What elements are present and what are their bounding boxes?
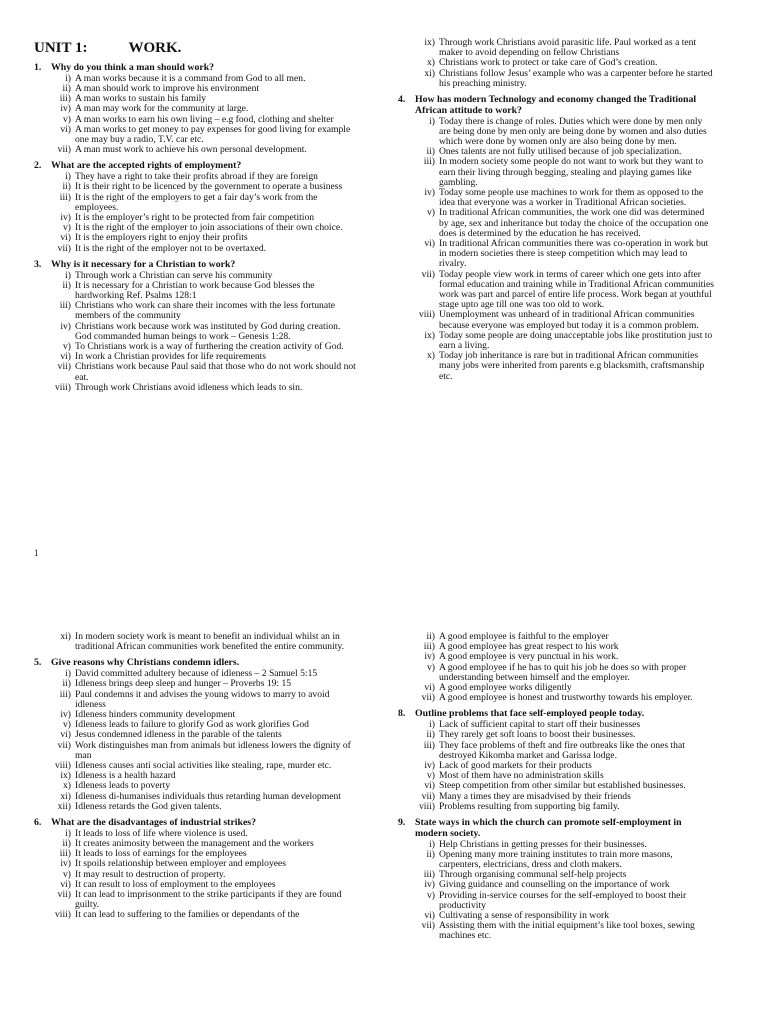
item-text: A good employee has great respect to his work [439,641,619,653]
question-text: Why is it necessary for a Christian to work? [51,258,236,270]
item-numeral: i) [65,171,71,183]
item-numeral: xii) [57,800,71,812]
item-text: A man works because it is a command from God to all men. [75,72,306,84]
item-text: It is the right of the employer to join associations of their own choice. [75,222,343,234]
question-block [398,709,716,812]
item-numeral: v) [63,868,71,880]
item-text: To Christians work is a way of furthering the creation activity of God. [75,341,344,353]
item-numeral: vi) [424,780,435,792]
question-number: 3. [34,258,42,270]
item-text: Today job inheritance is rare but in traditional African communities many jobs were inherited from parents e.g blacksmith, craftsmanship etc. [439,350,705,382]
question-text: Why do you think a man should work? [51,62,215,73]
list-item [34,281,356,301]
item-text: Christians work because work was instituted by God during creation. God commanded human beings to work – Genesis 1:28. [75,320,341,342]
question-text: Outline problems that face self-employed people today. [415,708,645,720]
item-text: Through organising communal self-help projects [439,869,627,881]
item-numeral: i) [429,115,435,127]
item-numeral: iv) [60,858,71,870]
item-numeral: iii) [59,191,71,203]
item-numeral: xi) [60,631,71,642]
question-number: 4. [398,94,406,106]
item-numeral: iii) [59,93,71,105]
list-item [34,910,356,920]
item-text: In traditional African communities there was co-operation in work but in modern societies there is steep competition which may lead to rivalry. [439,238,709,270]
item-text: It can result to loss of employment to the employees [75,878,276,890]
list-item [34,145,356,155]
question-block [34,260,356,393]
list-item [398,663,716,683]
item-numeral: i) [65,827,71,839]
item-numeral: ii) [426,631,435,642]
item-text: It is their right to be licenced by the government to operate a business [75,181,343,193]
item-numeral: iii) [59,688,71,700]
item-text: Jesus condemned idleness in the parable of the talents [75,729,282,741]
item-text: Help Christians in getting presses for their businesses. [439,838,647,850]
item-text: Paul condemns it and advises the young widows to marry to avoid idleness [75,688,330,710]
item-text: Many a times they are misadvised by their friends [439,790,631,802]
list-item [34,322,356,342]
item-numeral: vii) [57,144,71,156]
item-numeral: ii) [426,146,435,158]
item-numeral: viii) [419,800,435,812]
item-numeral: iv) [424,651,435,663]
item-text: Ones talents are not fully utilised because of job specialization. [439,146,682,158]
item-text: A good employee works diligently [439,682,572,694]
item-text: Idleness leads to poverty [75,780,171,792]
page-2-right-column [398,632,716,948]
item-numeral: x) [63,780,71,792]
page-number: 1 [34,548,39,558]
item-numeral: i) [429,838,435,850]
item-text: A man should work to improve his environment [75,83,260,94]
item-text: Through work Christians avoid idleness which leads to sin. [75,381,303,393]
question-heading [398,818,716,840]
item-numeral: vi) [424,682,435,694]
item-numeral: v) [427,889,435,901]
item-numeral: ix) [424,37,435,48]
item-numeral: x) [427,350,435,362]
list-item [34,193,356,213]
list-item [398,351,716,382]
list-item [34,125,356,145]
item-numeral: iv) [60,709,71,721]
item-numeral: i) [429,719,435,731]
item-text: Unemployment was unheard of in traditional African communities because everyone was employed but today it is a common problem. [439,309,699,331]
question-number: 9. [398,817,406,829]
question-block [398,818,716,942]
item-numeral: vi) [60,351,71,363]
item-text: Idleness di-humanises individuals thus retarding human development [75,790,341,802]
question-heading [398,95,716,117]
item-text: It leads to loss of earnings for the employees [75,848,247,860]
list-item [398,157,716,188]
item-numeral: vii) [421,268,435,280]
list-item [398,117,716,148]
question-number: 1. [34,62,42,73]
item-numeral: ix) [424,329,435,341]
item-text: Christians follow Jesus’ example who was a carpenter before he started his preaching ministry. [439,67,713,89]
item-numeral: viii) [55,381,71,393]
item-numeral: ii) [62,83,71,94]
item-text: A good employee if he has to quit his job he does so with proper understanding between himself and the employer. [439,661,687,683]
list-item [398,38,716,58]
item-text: Problems resulting from supporting big family. [439,800,620,812]
list-item [398,310,716,330]
item-text: Providing in-service courses for the self-employed to boost their productivity [439,889,687,911]
list-item [398,208,716,239]
list-item [34,690,356,710]
item-text: Cultivating a sense of responsibility in work [439,910,610,922]
item-numeral: v) [63,719,71,731]
item-numeral: vii) [57,361,71,373]
item-text: In work a Christian provides for life requirements [75,351,267,363]
page-2 [0,512,768,1024]
question-text: What are the accepted rights of employment? [51,160,242,172]
item-numeral: ii) [62,181,71,193]
question-number: 2. [34,160,42,172]
question-number: 5. [34,657,42,669]
question-number: 8. [398,708,406,720]
item-numeral: vi) [60,878,71,890]
item-text: They face problems of theft and fire outbreaks like the ones that destroyed Kikomba market and Garissa lodge. [439,739,685,761]
item-text: Christians who work can share their incomes with the less fortunate members of the community [75,300,336,322]
item-numeral: vii) [57,889,71,901]
item-numeral: viii) [55,909,71,921]
item-text: A good employee is very punctual in his work. [439,651,619,663]
item-text: In traditional African communities, the work one did was determined by age, sex and inheritance but today the choice of the occupation one does is determined by the education he has received. [439,207,709,239]
item-text: A good employee is honest and trustworthy towards his employer. [439,692,693,704]
list-item [34,301,356,321]
list-item [34,362,356,382]
item-numeral: iv) [424,187,435,199]
list-item [398,921,716,941]
item-numeral: v) [427,770,435,782]
item-text: Idleness is a health hazard [75,770,176,782]
item-text: It leads to loss of life where violence is used. [75,827,248,839]
item-text: Idleness causes anti social activities like stealing, rape, murder etc. [75,760,332,772]
item-numeral: ii) [62,678,71,690]
item-numeral: iv) [60,320,71,332]
list-item [34,244,356,254]
list-item [398,270,716,311]
item-numeral: iii) [59,300,71,312]
list-item [398,239,716,270]
item-numeral: vi) [60,123,71,135]
question-block [34,63,356,155]
item-numeral: i) [65,668,71,680]
item-text: A man may work for the community at large. [75,103,249,115]
item-text: A good employee is faithful to the employer [439,631,609,642]
item-numeral: v) [63,222,71,234]
item-numeral: viii) [419,309,435,321]
item-text: Steep competition from other similar but established businesses. [439,780,686,792]
item-numeral: ii) [426,848,435,860]
item-text: Lack of good markets for their products [439,760,592,772]
item-text: They rarely get soft loans to boost their businesses. [439,729,636,741]
list-item [398,188,716,208]
item-text: Today there is change of roles. Duties which were done by men only are being done by men only are being done by women and also duties which were done by women only are also being done by men. [439,115,707,148]
question-block [34,658,356,812]
item-numeral: vi) [60,232,71,244]
continued-list [398,632,716,703]
item-text: Idleness leads to failure to glorify God as work glorifies God [75,719,309,731]
item-text: It is the right of the employer not to be overtaxed. [75,242,267,254]
item-numeral: v) [427,207,435,219]
item-text: Through work Christians avoid parasitic life. Paul worked as a tent maker to avoid depending on fellow Christians [439,37,697,59]
page-1-left-column [34,40,356,399]
list-item [398,693,716,703]
item-numeral: iii) [423,869,435,881]
list-item [34,383,356,393]
item-text: It is necessary for a Christian to work because God blesses the hardworking Ref. Psalms 128:1 [75,279,315,302]
continued-list [398,38,716,89]
item-text: Idleness brings deep sleep and hunger – Proverbs 19: 15 [75,678,292,690]
list-item [398,69,716,89]
question-block [34,818,356,921]
item-text: A man works to earn his own living – e.g food, clothing and shelter [75,113,334,125]
list-item [398,331,716,351]
item-numeral: iv) [424,879,435,891]
question-text: Give reasons why Christians condemn idlers. [51,657,240,669]
list-item [398,850,716,870]
item-numeral: viii) [55,760,71,772]
question-text: State ways in which the church can promote self-employment in modern society. [415,817,682,839]
item-numeral: vii) [57,242,71,254]
item-text: They have a right to take their profits abroad if they are foreign [75,171,318,183]
item-numeral: ix) [60,770,71,782]
item-numeral: iii) [423,739,435,751]
item-numeral: vii) [421,692,435,704]
item-text: Idleness retards the God given talents. [75,800,222,812]
item-numeral: iii) [423,641,435,653]
item-numeral: v) [427,661,435,673]
item-text: It may result to destruction of property. [75,868,226,880]
item-text: In modern society some people do not want to work but they want to earn their living through begging, stealing and playing games like gambling. [439,156,704,188]
page-title: UNIT 1: WORK. [34,40,182,56]
item-text: Opening many more training institutes to train more masons, carpenters, electricians, dress and cloth makers. [439,848,673,871]
question-text: How has modern Technology and economy changed the Traditional African attitude to work? [415,94,697,116]
list-item [398,891,716,911]
item-text: Today people view work in terms of career which one gets into after formal education and training while in Traditional African communities work was part and parcel of entire life process. Work began at youthful stage upto age till one was too old to work. [439,268,714,311]
item-text: Today some people use machines to work for them as opposed to the idea that everyone was a worker in Traditional African societies. [439,187,704,209]
list-item [34,741,356,761]
item-text: It spoils relationship between employer and employees [75,858,287,870]
item-text: Through work a Christian can serve his community [75,269,273,281]
item-numeral: v) [63,113,71,125]
item-text: A man works to sustain his family [75,93,207,105]
item-numeral: vii) [421,920,435,932]
item-text: Christians work to protect or take care of God’s creation. [439,57,658,69]
item-text: It is the employer’s right to be protected from fair competition [75,212,315,224]
item-numeral: iv) [60,103,71,115]
list-item [398,741,716,761]
item-text: Most of them have no administration skills [439,770,604,782]
item-text: In modern society work is meant to benefit an individual whilst an in traditional African communities work benefited the entire community. [75,631,344,653]
question-text: What are the disadvantages of industrial strikes? [51,817,257,829]
item-text: A man works to get money to pay expenses for good living for example one may buy a radio, T.V. car etc. [75,123,351,146]
question-block [34,161,356,253]
item-text: It can lead to imprisonment to the strike participants if they are found guilty. [75,889,342,911]
item-text: Giving guidance and counselling on the importance of work [439,879,670,891]
item-numeral: ii) [426,729,435,741]
item-numeral: vii) [57,739,71,751]
item-text: Idleness hinders community development [75,709,236,721]
item-numeral: v) [63,341,71,353]
item-numeral: i) [65,72,71,84]
item-numeral: x) [427,57,435,69]
item-numeral: iv) [424,760,435,772]
list-item [398,802,716,812]
item-numeral: ii) [62,279,71,291]
item-numeral: iii) [423,156,435,168]
item-numeral: xi) [424,67,435,79]
item-numeral: vi) [424,910,435,922]
page-2-left-column [34,632,356,927]
list-item [34,802,356,812]
question-number: 6. [34,817,42,829]
question-block [398,95,716,382]
item-numeral: vi) [424,238,435,250]
item-numeral: i) [65,269,71,281]
continued-list [34,632,356,652]
item-text: Work distinguishes man from animals but idleness lowers the dignity of man [75,739,351,761]
item-text: It can lead to suffering to the families or dependants of the [75,909,300,921]
item-text: It is the right of the employers to get a fair day’s work from the employees. [75,191,318,213]
item-text: David committed adultery because of idleness – 2 Samuel 5:15 [75,668,318,680]
item-numeral: ii) [62,838,71,850]
item-text: It creates animosity between the management and the workers [75,838,314,850]
item-text: Christians work because Paul said that those who do not work should not eat. [75,361,356,383]
item-numeral: iii) [59,848,71,860]
item-text: It is the employers right to enjoy their profits [75,232,248,244]
item-text: Assisting them with the initial equipment’s like tool boxes, sewing machines etc. [439,920,695,942]
item-numeral: vii) [421,790,435,802]
item-text: A man must work to achieve his own personal development. [75,144,307,156]
item-text: Lack of sufficient capital to start off their businesses [439,719,641,731]
list-item [34,890,356,910]
page-1-right-column [398,38,716,388]
item-numeral: iv) [60,212,71,224]
list-item [34,632,356,652]
item-numeral: xi) [60,790,71,802]
item-numeral: vi) [60,729,71,741]
item-text: Today some people are doing unacceptable jobs like prostitution just to earn a living. [439,329,713,352]
